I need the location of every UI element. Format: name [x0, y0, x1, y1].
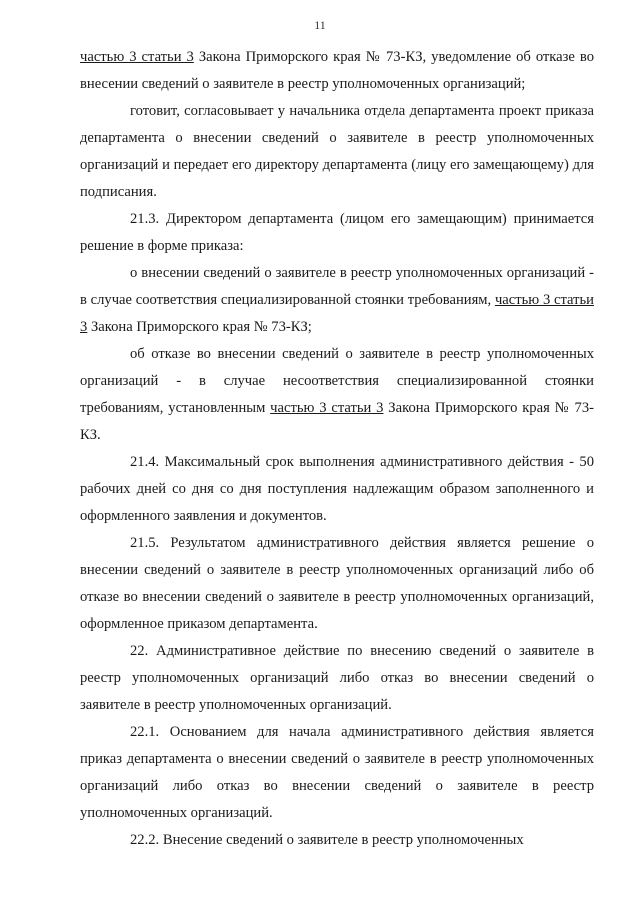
paragraph-text: Закона Приморского края № 73-КЗ. [80, 400, 595, 443]
document-body [80, 44, 594, 854]
page-number: 11 [314, 18, 326, 32]
paragraph-text: 22.2. Внесение сведений о заявителе в реестр уполномоченных [130, 832, 524, 848]
paragraph-text: об отказе во внесении сведений о заявителе в реестр уполномоченных организаций - в случае несоответствия специализированной стоянки требованиям, установленным [80, 346, 594, 416]
paragraph-text: 21.3. Директором департамента (лицом его замещающим) принимается решение в форме приказа: [80, 211, 594, 254]
paragraph [80, 341, 594, 449]
paragraph-text: готовит, согласовывает у начальника отдела департамента проект приказа департамента о внесении сведений о заявителе в реестр уполномоченных организаций и передает его директору департамента (лицу его замещающему) для подписания. [80, 103, 594, 200]
paragraph [80, 530, 594, 638]
law-reference-link[interactable]: частью 3 статьи 3 [80, 292, 594, 335]
paragraph [80, 827, 594, 854]
paragraph-text: Закона Приморского края № 73-КЗ; [87, 319, 312, 335]
paragraph [80, 98, 594, 206]
paragraph [80, 206, 594, 260]
paragraph-text: 22.1. Основанием для начала административного действия является приказ департамента о внесении сведений о заявителе в реестр уполномоченных организаций либо отказ во внесении сведений о заявителе в реестр уполномоченных организаций. [80, 724, 594, 821]
paragraph-text: 21.5. Результатом административного действия является решение о внесении сведений о заявителе в реестр уполномоченных организаций либо об отказе во внесении сведений о заявителе в реестр уполномоченных организаций, оформленное приказом департамента. [80, 535, 594, 632]
law-reference-link[interactable]: частью 3 статьи 3 [80, 49, 194, 65]
law-reference-link[interactable]: частью 3 статьи 3 [270, 400, 384, 416]
paragraph-text: 21.4. Максимальный срок выполнения административного действия - 50 рабочих дней со дня со дня поступления надлежащим образом заполненного и оформленного заявления и документов. [80, 454, 594, 524]
paragraph [80, 44, 594, 98]
paragraph-text: о внесении сведений о заявителе в реестр уполномоченных организаций - в случае соответствия специализированной стоянки требованиям, [80, 265, 594, 308]
paragraph [80, 449, 594, 530]
paragraph [80, 638, 594, 719]
paragraph-text: Закона Приморского края № 73-КЗ, уведомление об отказе во внесении сведений о заявителе в реестр уполномоченных организаций; [80, 49, 595, 92]
paragraph [80, 719, 594, 827]
paragraph [80, 260, 594, 341]
paragraph-text: 22. Административное действие по внесению сведений о заявителе в реестр уполномоченных организаций либо отказ во внесении сведений о заявителе в реестр уполномоченных организаций. [80, 643, 594, 713]
